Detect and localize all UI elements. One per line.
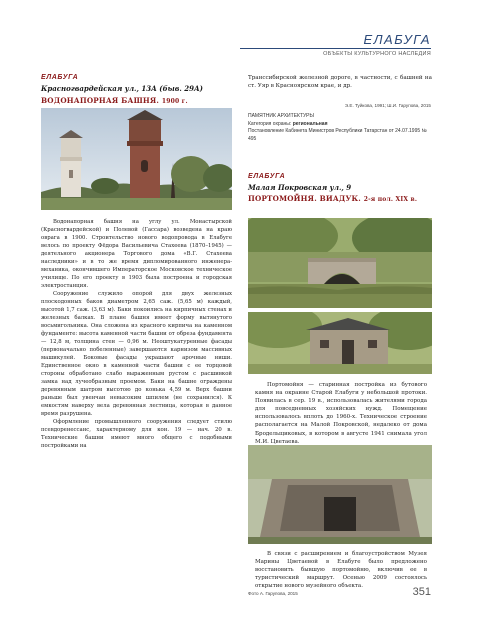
article1-address: Красногвардейская ул., 13А (быв. 29А) xyxy=(41,84,203,93)
washhouse-viaduct-photo xyxy=(248,218,432,308)
water-tower-photo xyxy=(41,108,232,210)
running-header-title: ЕЛАБУГА xyxy=(363,32,431,47)
article2-object-title xyxy=(248,194,417,203)
article1-date: 1900 г. xyxy=(161,98,188,105)
article2-paragraph-2: В связи с расширением и благоустройством Музея Марины Цветаевой в Елабуге было предложено восстановить бывшую портомойню, включив ее в туристический маршрут. Осенью 2009 состоялось открытие нового музейного объекта. xyxy=(255,551,427,590)
article2-address: Малая Покровская ул., 9 xyxy=(248,183,352,192)
washhouse-interior-photo xyxy=(248,445,432,544)
article2-paragraph-1: Портомойня — старинная постройка из бутового камня на окраине Старой Елабуги у небольшой протоки. Появилась в сер. 19 в., использовалась жителями города для повседневных хозяйских нужд. Помещение использовалось вплоть до 1960-х. Техническое строение располагается на Малой Покровской, недалеко от дома Бродельщиковых, в котором в августе 1941 снимала угол М.И. Цветаева. xyxy=(255,382,427,445)
meta-category xyxy=(248,121,432,129)
meta-decree: Постановление Кабинета Министров Республики Татарстан от 24.07.1995 № 495 xyxy=(248,128,427,142)
meta-category-label: Категория охраны: xyxy=(248,120,292,127)
page-number: 351 xyxy=(412,586,431,598)
article1-continuation-text: Транссибирской железной дороге, в частности, с башней на ст. Уяр в Красноярском крае, и др. xyxy=(248,75,432,90)
article1-paragraph-2: Сооружение служило опорой для двух железных плоскодонных баков диаметром 2,65 саж. (5,65 м) каждый, высотой 1,7 саж. (3,63 м). Баки покоились на кирпичных стенах и железных балках. В плане башня имеет форму вытянутого восьмигольника. Она сложена из красного кирпича на каменном фундаменте: высота каменной части башни от обреза фундамента — 12,8 м, толщина стен — 0,96 м. Неоштукатуренные фасады (первоначально побеленные) завершаются карнизом массивных машикулей. Боковые фасады украшают арочные ниши. Единственное окно в каменной части башни с ее торцовой стороны обработано слабо выраженным рустом с расшивкой замка над лучеобразным проемом. Баки на башне ограждены деревянным шатром высотою до конька 4,59 м. Верх башни раньше был увенчан невысоким шпилем (не сохранился). К емкостям наверху вела деревянная лестница, которая в данное время разрушена. xyxy=(41,291,232,417)
article1-object-title xyxy=(41,96,188,105)
washhouse-viaduct-photo-graphic xyxy=(248,218,432,308)
header-rule xyxy=(240,48,431,49)
washhouse-building-photo xyxy=(248,312,432,374)
article1-meta xyxy=(248,113,432,143)
article1-body xyxy=(41,218,232,450)
article2-object-name: ПОРТОМОЙНЯ. ВИАДУК. xyxy=(248,194,361,203)
washhouse-building-photo-graphic xyxy=(248,312,432,374)
meta-title: ПАМЯТНИК АРХИТЕКТУРЫ xyxy=(248,113,314,119)
meta-category-value: региональная xyxy=(292,120,328,127)
article1-paragraph-3: Оформление промышленного сооружения следует стилю псевдоренессанс, характерному для кон. 19 — нач. 20 в. Технические башни имеют много общего с подобными постройками на xyxy=(41,419,232,449)
running-header-subtitle: ОБЪЕКТЫ КУЛЬТУРНОГО НАСЛЕДИЯ xyxy=(323,51,431,57)
article1-city: ЕЛАБУГА xyxy=(41,74,79,81)
article1-paragraph-1: Водонапорная башня на углу ул. Монастырской (Красногвардейской) и Полевой (Гассара) возведена на краю оврага в 1900. Строительство нового водопровода в Елабуге велось по проекту Фёдора Васильевича Стахеева (1870–1945) — деятельного акционера Торгового дома «В.Г. Стахеева наследники» и в то же время дипломированного инженера-механика, окончившего Императорское Московское техническое училище. По его проекту в 1903 была построена и городская электростанция. xyxy=(41,219,232,289)
water-tower-photo-graphic xyxy=(41,108,232,210)
article2-city: ЕЛАБУГА xyxy=(248,173,286,180)
article2-date: 2-я пол. XIX в. xyxy=(363,196,418,203)
article1-continuation xyxy=(248,74,432,91)
article1-object-name: ВОДОНАПОРНАЯ БАШНЯ. xyxy=(41,96,160,105)
article2-body-1 xyxy=(255,381,427,446)
photo-credit: Фото А. Гарупова, 2015 xyxy=(248,591,298,596)
article2-body-2 xyxy=(255,550,427,590)
washhouse-interior-photo-graphic xyxy=(248,445,432,544)
article1-byline: Э.Е. Туйкова, 1991; Ш.И. Гарупова, 2015 xyxy=(344,103,431,108)
